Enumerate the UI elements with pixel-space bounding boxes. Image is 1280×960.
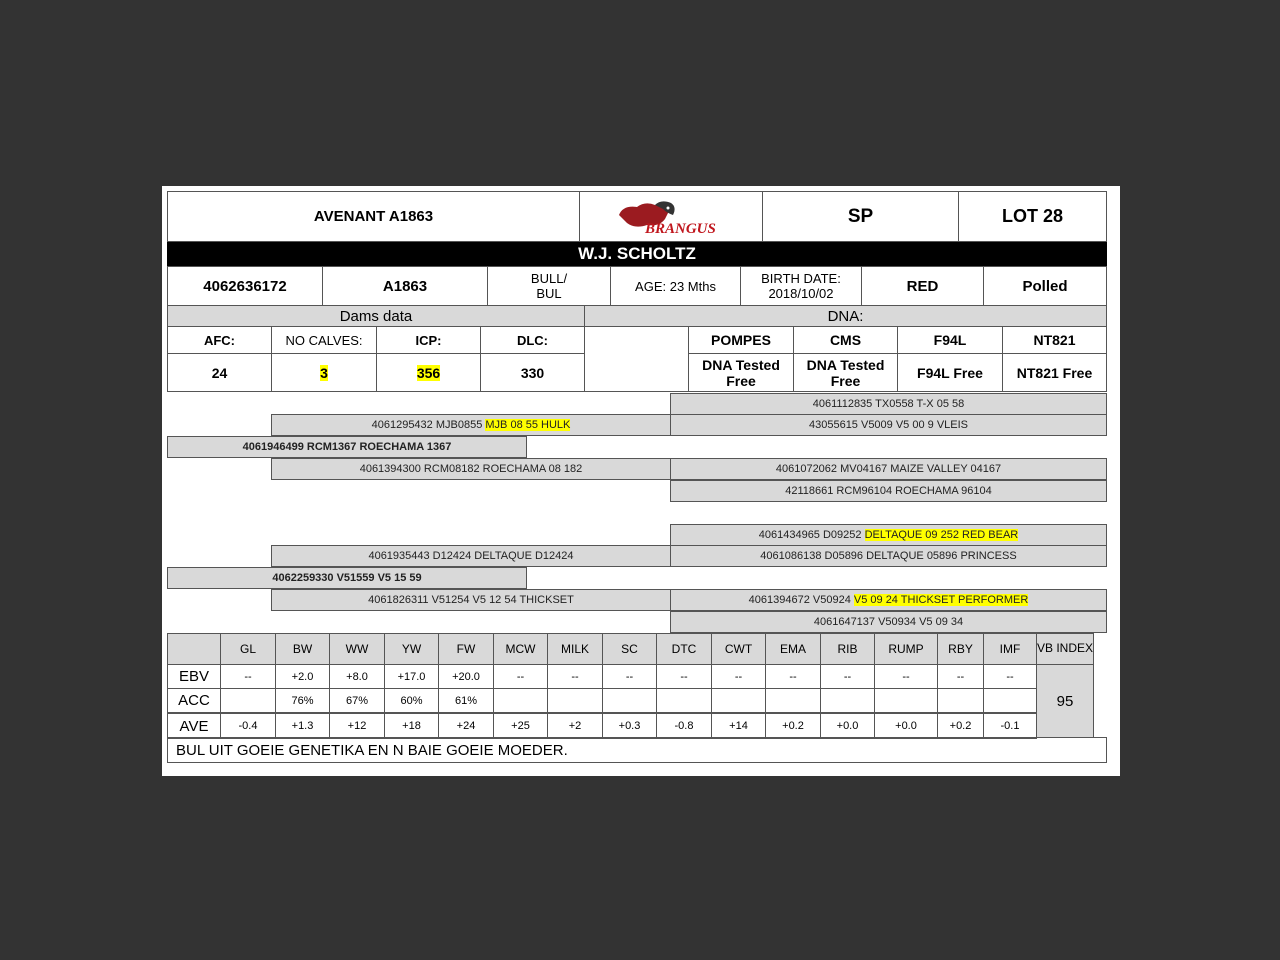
- pedigree-r7-right: 4061086138 D05896 DELTAQUE 05896 PRINCESS: [670, 545, 1107, 567]
- ebv-header-dtc: DTC: [656, 633, 712, 665]
- dna-header-nt821: NT821: [1002, 326, 1107, 354]
- comment: BUL UIT GOEIE GENETIKA EN N BAIE GOEIE MOEDER.: [167, 737, 1107, 763]
- ebv-ebv-sc: --: [602, 664, 657, 689]
- ebv-ebv-yw: +17.0: [384, 664, 439, 689]
- ebv-ebv-fw: +20.0: [438, 664, 494, 689]
- ebv-header-imf: IMF: [983, 633, 1037, 665]
- sex: BULL/ BUL: [487, 266, 611, 306]
- ebv-header-bw: BW: [275, 633, 330, 665]
- pedigree-r6-text: 4061434965 D09252: [758, 529, 862, 541]
- pedigree-r9-right: [670, 589, 1107, 611]
- bull-logo-icon: [611, 197, 731, 237]
- ebv-header-yw: YW: [384, 633, 439, 665]
- dna-value-f94l: F94L Free: [897, 353, 1003, 392]
- ebv-ave-yw: +18: [384, 713, 439, 739]
- pedigree-r6: [670, 524, 1107, 546]
- brangus-logo: [579, 191, 763, 242]
- pedigree-r4-right: 4061072062 MV04167 MAIZE VALLEY 04167: [670, 458, 1107, 480]
- ebv-ebv-dtc: --: [656, 664, 712, 689]
- ebv-acc-fw: 61%: [438, 688, 494, 713]
- ebv-ebv-ww: +8.0: [329, 664, 385, 689]
- ebv-ebv-bw: +2.0: [275, 664, 330, 689]
- ebv-ave-cwt: +14: [711, 713, 766, 739]
- lot-number: LOT 28: [958, 191, 1107, 242]
- dna-value-pompes: DNA Tested Free: [688, 353, 794, 392]
- pedigree-r2-left-highlight: MJB 08 55 HULK: [485, 419, 571, 431]
- ebv-ave-rump: +0.0: [874, 713, 938, 739]
- pedigree-r10: 4061647137 V50934 V5 09 34: [670, 611, 1107, 633]
- ebv-acc-rby: [937, 688, 984, 713]
- ebv-acc-yw: 60%: [384, 688, 439, 713]
- ebv-ave-bw: +1.3: [275, 713, 330, 739]
- registration-number: 4062636172: [167, 266, 323, 306]
- ebv-header-mcw: MCW: [493, 633, 548, 665]
- animal-name: AVENANT A1863: [167, 191, 580, 242]
- dna-value-nt821: NT821 Free: [1002, 353, 1107, 392]
- ebv-ebv-ema: --: [765, 664, 821, 689]
- ebv-ave-rby: +0.2: [937, 713, 984, 739]
- pedigree-r2-left: [271, 414, 671, 436]
- dna-value-cms: DNA Tested Free: [793, 353, 898, 392]
- ebv-ave-ww: +12: [329, 713, 385, 739]
- ebv-acc-milk: [547, 688, 603, 713]
- ebv-acc-sc: [602, 688, 657, 713]
- dams-header-icp: ICP:: [376, 326, 481, 354]
- ebv-ave-rib: +0.0: [820, 713, 875, 739]
- ebv-acc-ww: 67%: [329, 688, 385, 713]
- ebv-ave-dtc: -0.8: [656, 713, 712, 739]
- dna-header-pompes: POMPES: [688, 326, 794, 354]
- dams-value-icp: [376, 353, 481, 392]
- pedigree-r2-left-text: 4061295432 MJB0855: [371, 419, 483, 431]
- ebv-ave-ema: +0.2: [765, 713, 821, 739]
- ebv-acc-mcw: [493, 688, 548, 713]
- ebv-acc-rib: [820, 688, 875, 713]
- pedigree-r2-right: 43055615 V5009 V5 00 9 VLEIS: [670, 414, 1107, 436]
- ebv-acc-imf: [983, 688, 1037, 713]
- ebv-acc-gl: [220, 688, 276, 713]
- ebv-ebv-imf: --: [983, 664, 1037, 689]
- dams-title: Dams data: [167, 305, 585, 327]
- breed-code: SP: [762, 191, 959, 242]
- ebv-acc-dtc: [656, 688, 712, 713]
- no-calves-highlight: 3: [320, 364, 328, 381]
- dams-value-afc: 24: [167, 353, 272, 392]
- ebv-row-label-acc: ACC: [167, 688, 221, 713]
- ebv-ebv-gl: --: [220, 664, 276, 689]
- ebv-header-ema: EMA: [765, 633, 821, 665]
- ebv-header-sc: SC: [602, 633, 657, 665]
- pedigree-r3: 4061946499 RCM1367 ROECHAMA 1367: [167, 436, 527, 458]
- ebv-ebv-rump: --: [874, 664, 938, 689]
- dna-title: DNA:: [584, 305, 1107, 327]
- ebv-ave-fw: +24: [438, 713, 494, 739]
- dams-header-no-calves: NO CALVES:: [271, 326, 377, 354]
- ebv-ave-gl: -0.4: [220, 713, 276, 739]
- birth-date-label: BIRTH DATE:: [761, 271, 841, 286]
- dams-value-dlc: 330: [480, 353, 585, 392]
- lot-card: [162, 186, 1120, 776]
- ebv-acc-rump: [874, 688, 938, 713]
- ebv-row-label-ave: AVE: [167, 713, 221, 739]
- ebv-acc-ema: [765, 688, 821, 713]
- ebv-header-blank: [167, 633, 221, 665]
- vb-index-header: VB INDEX: [1036, 633, 1094, 665]
- icp-highlight: 356: [416, 364, 441, 381]
- ebv-ebv-rby: --: [937, 664, 984, 689]
- ebv-acc-bw: 76%: [275, 688, 330, 713]
- pedigree-r4-left: 4061394300 RCM08182 ROECHAMA 08 182: [271, 458, 671, 480]
- dna-header-cms: CMS: [793, 326, 898, 354]
- birth-date: [740, 266, 862, 306]
- ebv-row-label-ebv: EBV: [167, 664, 221, 689]
- ebv-ave-sc: +0.3: [602, 713, 657, 739]
- dna-header-f94l: F94L: [897, 326, 1003, 354]
- colour: RED: [861, 266, 984, 306]
- pedigree-r1: 4061112835 TX0558 T-X 05 58: [670, 393, 1107, 415]
- ebv-ebv-milk: --: [547, 664, 603, 689]
- ebv-header-ww: WW: [329, 633, 385, 665]
- ebv-acc-cwt: [711, 688, 766, 713]
- dams-header-afc: AFC:: [167, 326, 272, 354]
- ebv-header-cwt: CWT: [711, 633, 766, 665]
- ebv-header-rib: RIB: [820, 633, 875, 665]
- ebv-ave-mcw: +25: [493, 713, 548, 739]
- polled: Polled: [983, 266, 1107, 306]
- ebv-ave-imf: -0.1: [983, 713, 1037, 739]
- ebv-header-fw: FW: [438, 633, 494, 665]
- pedigree-r9-left: 4061826311 V51254 V5 12 54 THICKSET: [271, 589, 671, 611]
- pedigree-r5: 42118661 RCM96104 ROECHAMA 96104: [670, 480, 1107, 502]
- age: AGE: 23 Mths: [610, 266, 741, 306]
- dams-header-dlc: DLC:: [480, 326, 585, 354]
- breeder-bar: W.J. SCHOLTZ: [167, 242, 1107, 266]
- pedigree-r7-left: 4061935443 D12424 DELTAQUE D12424: [271, 545, 671, 567]
- ebv-header-rby: RBY: [937, 633, 984, 665]
- ebv-header-rump: RUMP: [874, 633, 938, 665]
- animal-id: A1863: [322, 266, 488, 306]
- dna-spacer: [584, 326, 689, 392]
- ebv-ave-milk: +2: [547, 713, 603, 739]
- logo-text: BRANGUS: [645, 220, 716, 237]
- dams-value-no-calves: [271, 353, 377, 392]
- ebv-header-gl: GL: [220, 633, 276, 665]
- birth-date-value: 2018/10/02: [768, 286, 834, 301]
- pedigree-r6-highlight: DELTAQUE 09 252 RED BEAR: [864, 529, 1019, 541]
- ebv-ebv-rib: --: [820, 664, 875, 689]
- ebv-ebv-cwt: --: [711, 664, 766, 689]
- pedigree-r8: 4062259330 V51559 V5 15 59: [167, 567, 527, 589]
- ebv-header-milk: MILK: [547, 633, 603, 665]
- pedigree-r9-right-highlight: V5 09 24 THICKSET PERFORMER: [853, 594, 1029, 606]
- ebv-ebv-mcw: --: [493, 664, 548, 689]
- vb-index-value: 95: [1036, 664, 1094, 738]
- pedigree-r9-right-text: 4061394672 V50924: [748, 594, 851, 606]
